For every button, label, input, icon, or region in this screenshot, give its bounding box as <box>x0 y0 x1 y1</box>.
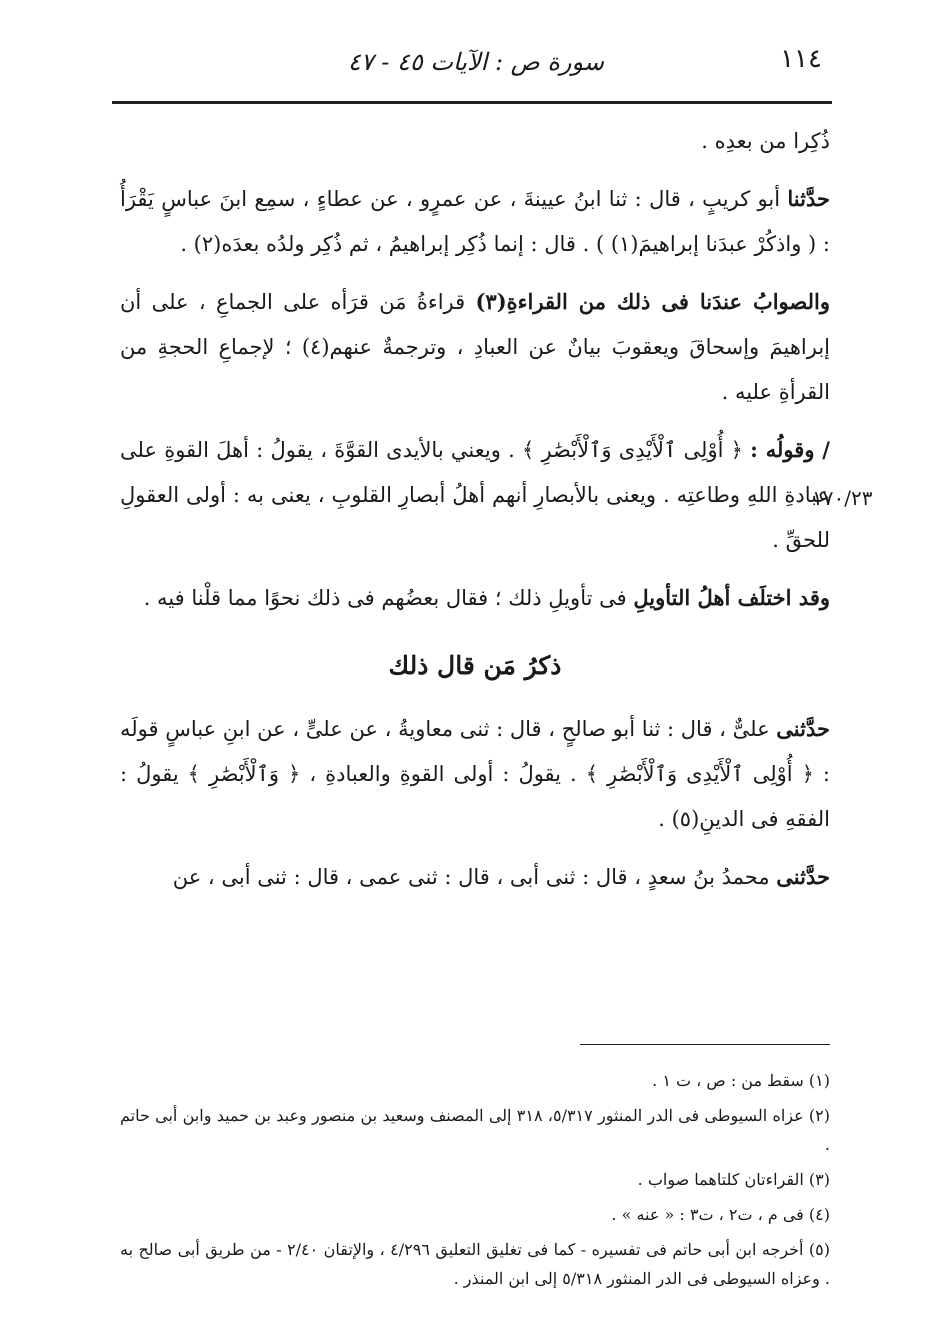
paragraph-lead: وقد اختلَف أهلُ التأويلِ <box>633 585 830 610</box>
paragraph <box>120 176 830 267</box>
paragraph-text: أبو كريبٍ ، قال : ثنا ابنُ عيينةَ ، عن عمرٍو ، عن عطاءٍ ، سمِع ابنَ عباسٍ يَقْرَأُ : ( واذكُرْ عبدَنا إبراهيمَ(١) ) . قال : إنما ذُكِر إبراهيمُ ، ثم ذُكِر ولدُه بعدَه(٢) . <box>120 187 830 256</box>
footnote: (٣) القراءتان كلتاهما صواب . <box>637 1170 830 1189</box>
paragraph-text: قراءةُ مَن قرَأه على الجماعِ ، على أن إبراهيمَ وإسحاقَ ويعقوبَ بيانٌ عن العبادِ ، وترجمةٌ عنهم(٤) ؛ لإجماعِ الحجةِ من القرأةِ عليه . <box>120 290 831 404</box>
footnotes <box>120 1066 830 1299</box>
paragraph <box>120 279 830 415</box>
paragraph-lead: حدَّثنى <box>776 716 830 741</box>
footnote-rule <box>580 1044 830 1045</box>
paragraph-text: ﴿ أُوْلِى ٱلْأَيْدِى وَٱلْأَبْصَٰرِ ﴾ . ويعني بالأيدى القوَّةَ ، يقولُ : أهلَ القوةِ على عبادةِ اللهِ وطاعتِه . ويعنى بالأبصارِ أنهم أهلُ أبصارِ القلوبِ ، يعنى به : أولى العقولِ للحقِّ . <box>120 438 830 552</box>
footnote: (١) سقط من : ص ، ت ١ . <box>652 1071 830 1090</box>
main-text <box>120 118 830 912</box>
paragraph-text: فى تأويلِ ذلك ؛ فقال بعضُهم فى ذلك نحوًا مما قلْنا فيه . <box>143 586 634 610</box>
paragraph <box>120 427 830 563</box>
paragraph-lead: حدَّثنا <box>787 186 830 211</box>
footnote: (٤) فى م ، ت٢ ، ت٣ : « عنه » . <box>611 1205 830 1224</box>
header-rule <box>112 101 832 104</box>
paragraph <box>120 575 830 621</box>
page-number: ١١٤ <box>780 44 822 74</box>
margin-reference: ١٧٠/٢٣ <box>812 486 873 510</box>
paragraph <box>120 706 830 842</box>
page-header <box>112 38 828 98</box>
paragraph <box>120 854 830 900</box>
footnote: (٢) عزاه السيوطى فى الدر المنثور ٥/٣١٧، ٣١٨ إلى المصنف وسعيد بن منصور وعبد بن حميد وابن أبى حاتم . <box>120 1106 830 1154</box>
paragraph-text: علىٌّ ، قال : ثنا أبو صالحٍ ، قال : ثنى معاويةُ ، عن علىٍّ ، عن ابنِ عباسٍ قولَه : ﴿ أُوْلِى ٱلْأَيْدِى وَٱلْأَبْصَٰرِ ﴾ . يقولُ : أولى القوةِ والعبادةِ ، ﴿ وَٱلْأَبْصَٰرِ ﴾ يقولُ : الفقهِ فى الدينِ(٥) . <box>120 717 830 831</box>
running-title: سورة ص : الآيات ٤٥ - ٤٧ <box>347 48 604 76</box>
paragraph-text: محمدُ بنُ سعدٍ ، قال : ثنى أبى ، قال : ثنى عمى ، قال : ثنى أبى ، عن <box>172 865 777 889</box>
footnote: (٥) أخرجه ابن أبى حاتم فى تفسيره - كما فى تغليق التعليق ٤/٢٩٦ ، والإتقان ٢/٤٠ - من طريق أبى صالح به . وعزاه السيوطى فى الدر المنثور ٥/٣١٨ إلى ابن المنذر . <box>120 1240 830 1288</box>
paragraph <box>120 118 830 164</box>
paragraph-text: ذُكِرا من بعدِه . <box>701 129 830 153</box>
paragraph-lead: / وقولُه : <box>750 437 830 462</box>
paragraph-lead: والصوابُ عندَنا فى ذلك من القراءةِ(٣) <box>475 289 830 314</box>
section-heading: ذكرُ مَن قال ذلك <box>388 651 562 680</box>
paragraph-lead: حدَّثنى <box>776 864 830 889</box>
